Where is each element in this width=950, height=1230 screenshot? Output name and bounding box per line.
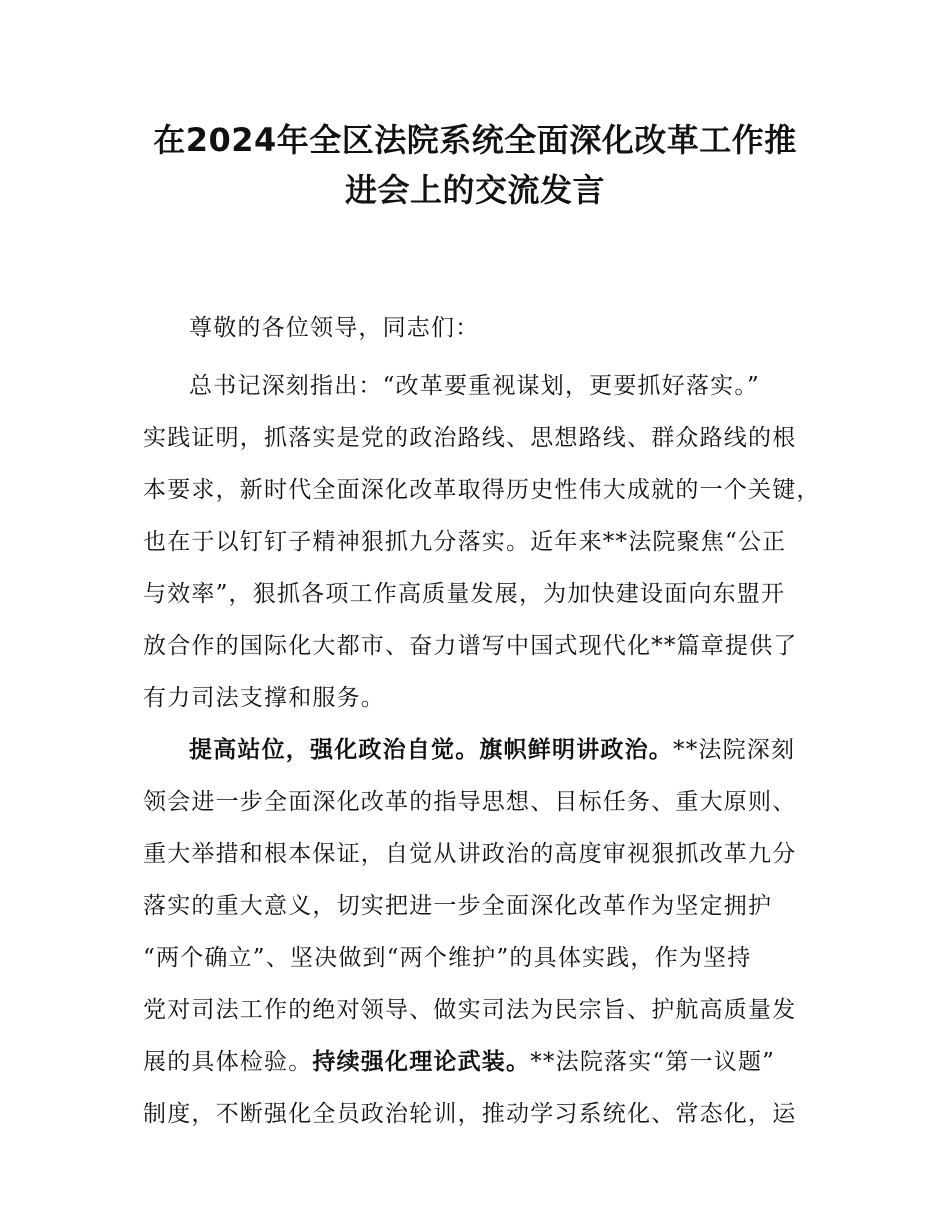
paragraph-1-line: 实践证明，抓落实是党的政治路线、思想路线、群众路线的根: [143, 425, 797, 451]
section-heading-theory: 持续强化理论武装。: [312, 1049, 531, 1075]
title-line-1: 在2024年全区法院系统全面深化改革工作推: [153, 121, 797, 159]
section-heading-political: 提高站位，强化政治自觉。旗帜鲜明讲政治。: [189, 737, 673, 763]
paragraph-2-line: 制度，不断强化全员政治轮训，推动学习系统化、常态化，运: [143, 1101, 797, 1127]
paragraph-2-line: 重大举措和根本保证，自觉从讲政治的高度审视狠抓改革九分: [143, 841, 797, 867]
paragraph-2-line: [143, 1036, 823, 1088]
paragraph-2-text: **法院落实“第一议题”: [530, 1049, 776, 1075]
paragraph-2-text: 展的具体检验。: [143, 1049, 313, 1075]
title-line-2: 进会上的交流发言: [344, 171, 605, 209]
paragraph-1-line: 总书记深刻指出：“改革要重视谋划，更要抓好落实。”: [189, 373, 761, 399]
paragraph-1-line: 本要求，新时代全面深化改革取得历史性伟大成就的一个关键，: [143, 477, 821, 503]
paragraph-2: [143, 724, 823, 1140]
paragraph-1-line: 有力司法支撑和服务。: [143, 685, 385, 711]
salutation-block: [143, 302, 823, 354]
paragraph-1-line: 与效率”，狠抓各项工作高质量发展，为加快建设面向东盟开: [143, 581, 786, 607]
paragraph-1: [143, 360, 823, 724]
paragraph-1-line: 也在于以钉钉子精神狠抓九分落实。近年来**法院聚焦“公正: [143, 529, 787, 555]
paragraph-1-line: 放合作的国际化大都市、奋力谱写中国式现代化**篇章提供了: [143, 633, 798, 659]
paragraph-2-text: **法院深刻: [673, 737, 796, 763]
paragraph-2-line: 落实的重大意义，切实把进一步全面深化改革作为坚定拥护: [143, 893, 773, 919]
document-title: [110, 115, 840, 215]
paragraph-2-line: “两个确立”、坚决做到“两个维护”的具体实践，作为坚持: [143, 945, 752, 971]
paragraph-2-line: 党对司法工作的绝对领导、做实司法为民宗旨、护航高质量发: [143, 997, 797, 1023]
salutation: 尊敬的各位领导，同志们：: [189, 315, 480, 341]
paragraph-2-line: 领会进一步全面深化改革的指导思想、目标任务、重大原则、: [143, 789, 797, 815]
paragraph-2-line: [143, 724, 823, 776]
